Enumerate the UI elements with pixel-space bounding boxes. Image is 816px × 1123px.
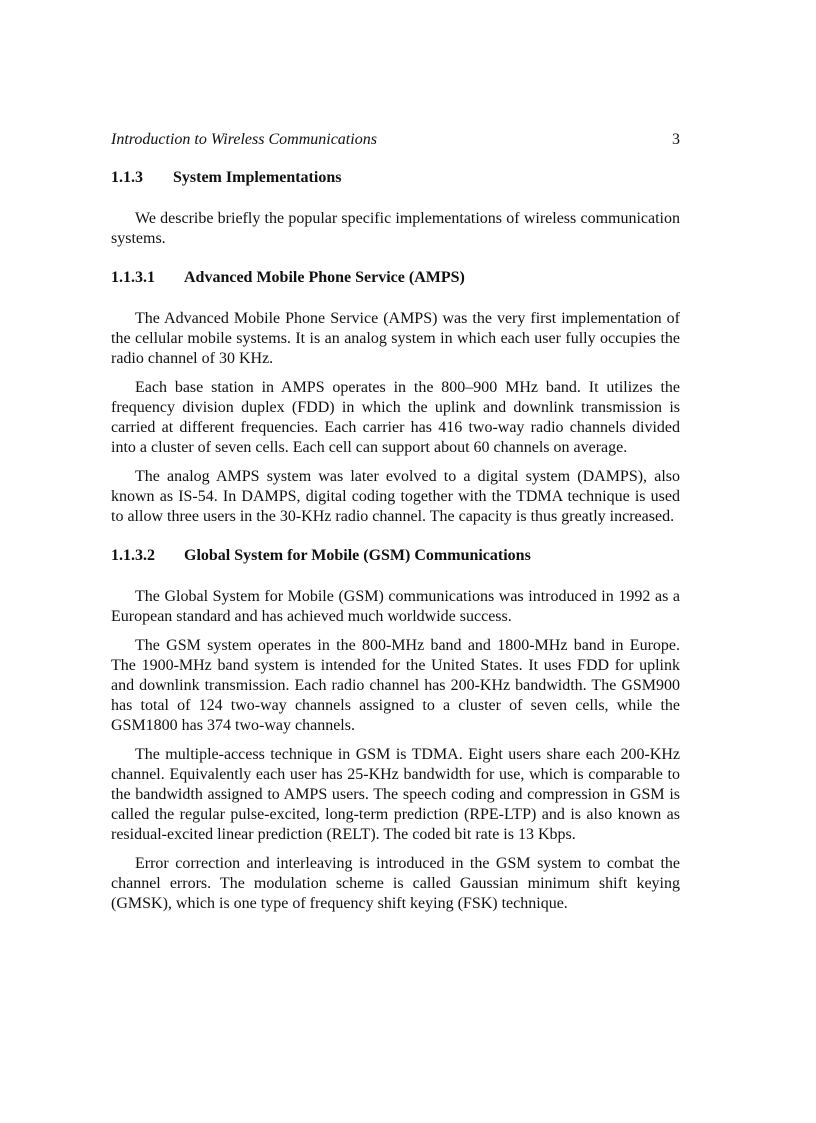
- section-title: System Implementations: [173, 169, 342, 186]
- page-body: [111, 130, 680, 914]
- paragraph: We describe briefly the popular specific implementations of wireless communication systems.: [111, 210, 680, 247]
- page-number: 3: [672, 131, 680, 148]
- paragraph: Each base station in AMPS operates in the 800–900 MHz band. It utilizes the frequency division duplex (FDD) in which the uplink and downlink transmission is carried at different frequencies. Each carrier has 416 two-way radio channels divided into a cluster of seven cells. Each cell can support about 60 channels on average.: [111, 379, 680, 456]
- section-title: Global System for Mobile (GSM) Communications: [184, 547, 531, 564]
- running-header: [111, 130, 680, 150]
- paragraph: The analog AMPS system was later evolved to a digital system (DAMPS), also known as IS-54. In DAMPS, digital coding together with the TDMA technique is used to allow three users in the 30-KHz radio channel. The capacity is thus greatly increased.: [111, 468, 680, 525]
- paragraph: The GSM system operates in the 800-MHz band and 1800-MHz band in Europe. The 1900-MHz band system is intended for the United States. It uses FDD for uplink and downlink transmission. Each radio channel has 200-KHz bandwidth. The GSM900 has total of 124 two-way channels assigned to a cluster of seven cells, while the GSM1800 has 374 two-way channels.: [111, 637, 680, 734]
- section-heading-1-1-3-2: [111, 546, 680, 566]
- section-title: Advanced Mobile Phone Service (AMPS): [184, 269, 465, 286]
- section-heading-1-1-3-1: [111, 268, 680, 288]
- paragraph: The Global System for Mobile (GSM) communications was introduced in 1992 as a European standard and has achieved much worldwide success.: [111, 588, 680, 625]
- paragraph: Error correction and interleaving is introduced in the GSM system to combat the channel errors. The modulation scheme is called Gaussian minimum shift keying (GMSK), which is one type of frequency shift keying (FSK) technique.: [111, 855, 680, 912]
- section-number: 1.1.3: [111, 169, 143, 186]
- section-heading-1-1-3: [111, 168, 680, 188]
- section-number: 1.1.3.1: [111, 269, 155, 286]
- section-number: 1.1.3.2: [111, 547, 155, 564]
- paragraph: The multiple-access technique in GSM is TDMA. Eight users share each 200-KHz channel. Equivalently each user has 25-KHz bandwidth for use, which is comparable to the bandwidth assigned to AMPS users. The speech coding and compression in GSM is called the regular pulse-excited, long-term prediction (RPE-LTP) and is also known as residual-excited linear prediction (RELT). The coded bit rate is 13 Kbps.: [111, 746, 680, 843]
- running-header-title: Introduction to Wireless Communications: [111, 131, 377, 148]
- paragraph: The Advanced Mobile Phone Service (AMPS) was the very first implementation of the cellular mobile systems. It is an analog system in which each user fully occupies the radio channel of 30 KHz.: [111, 310, 680, 367]
